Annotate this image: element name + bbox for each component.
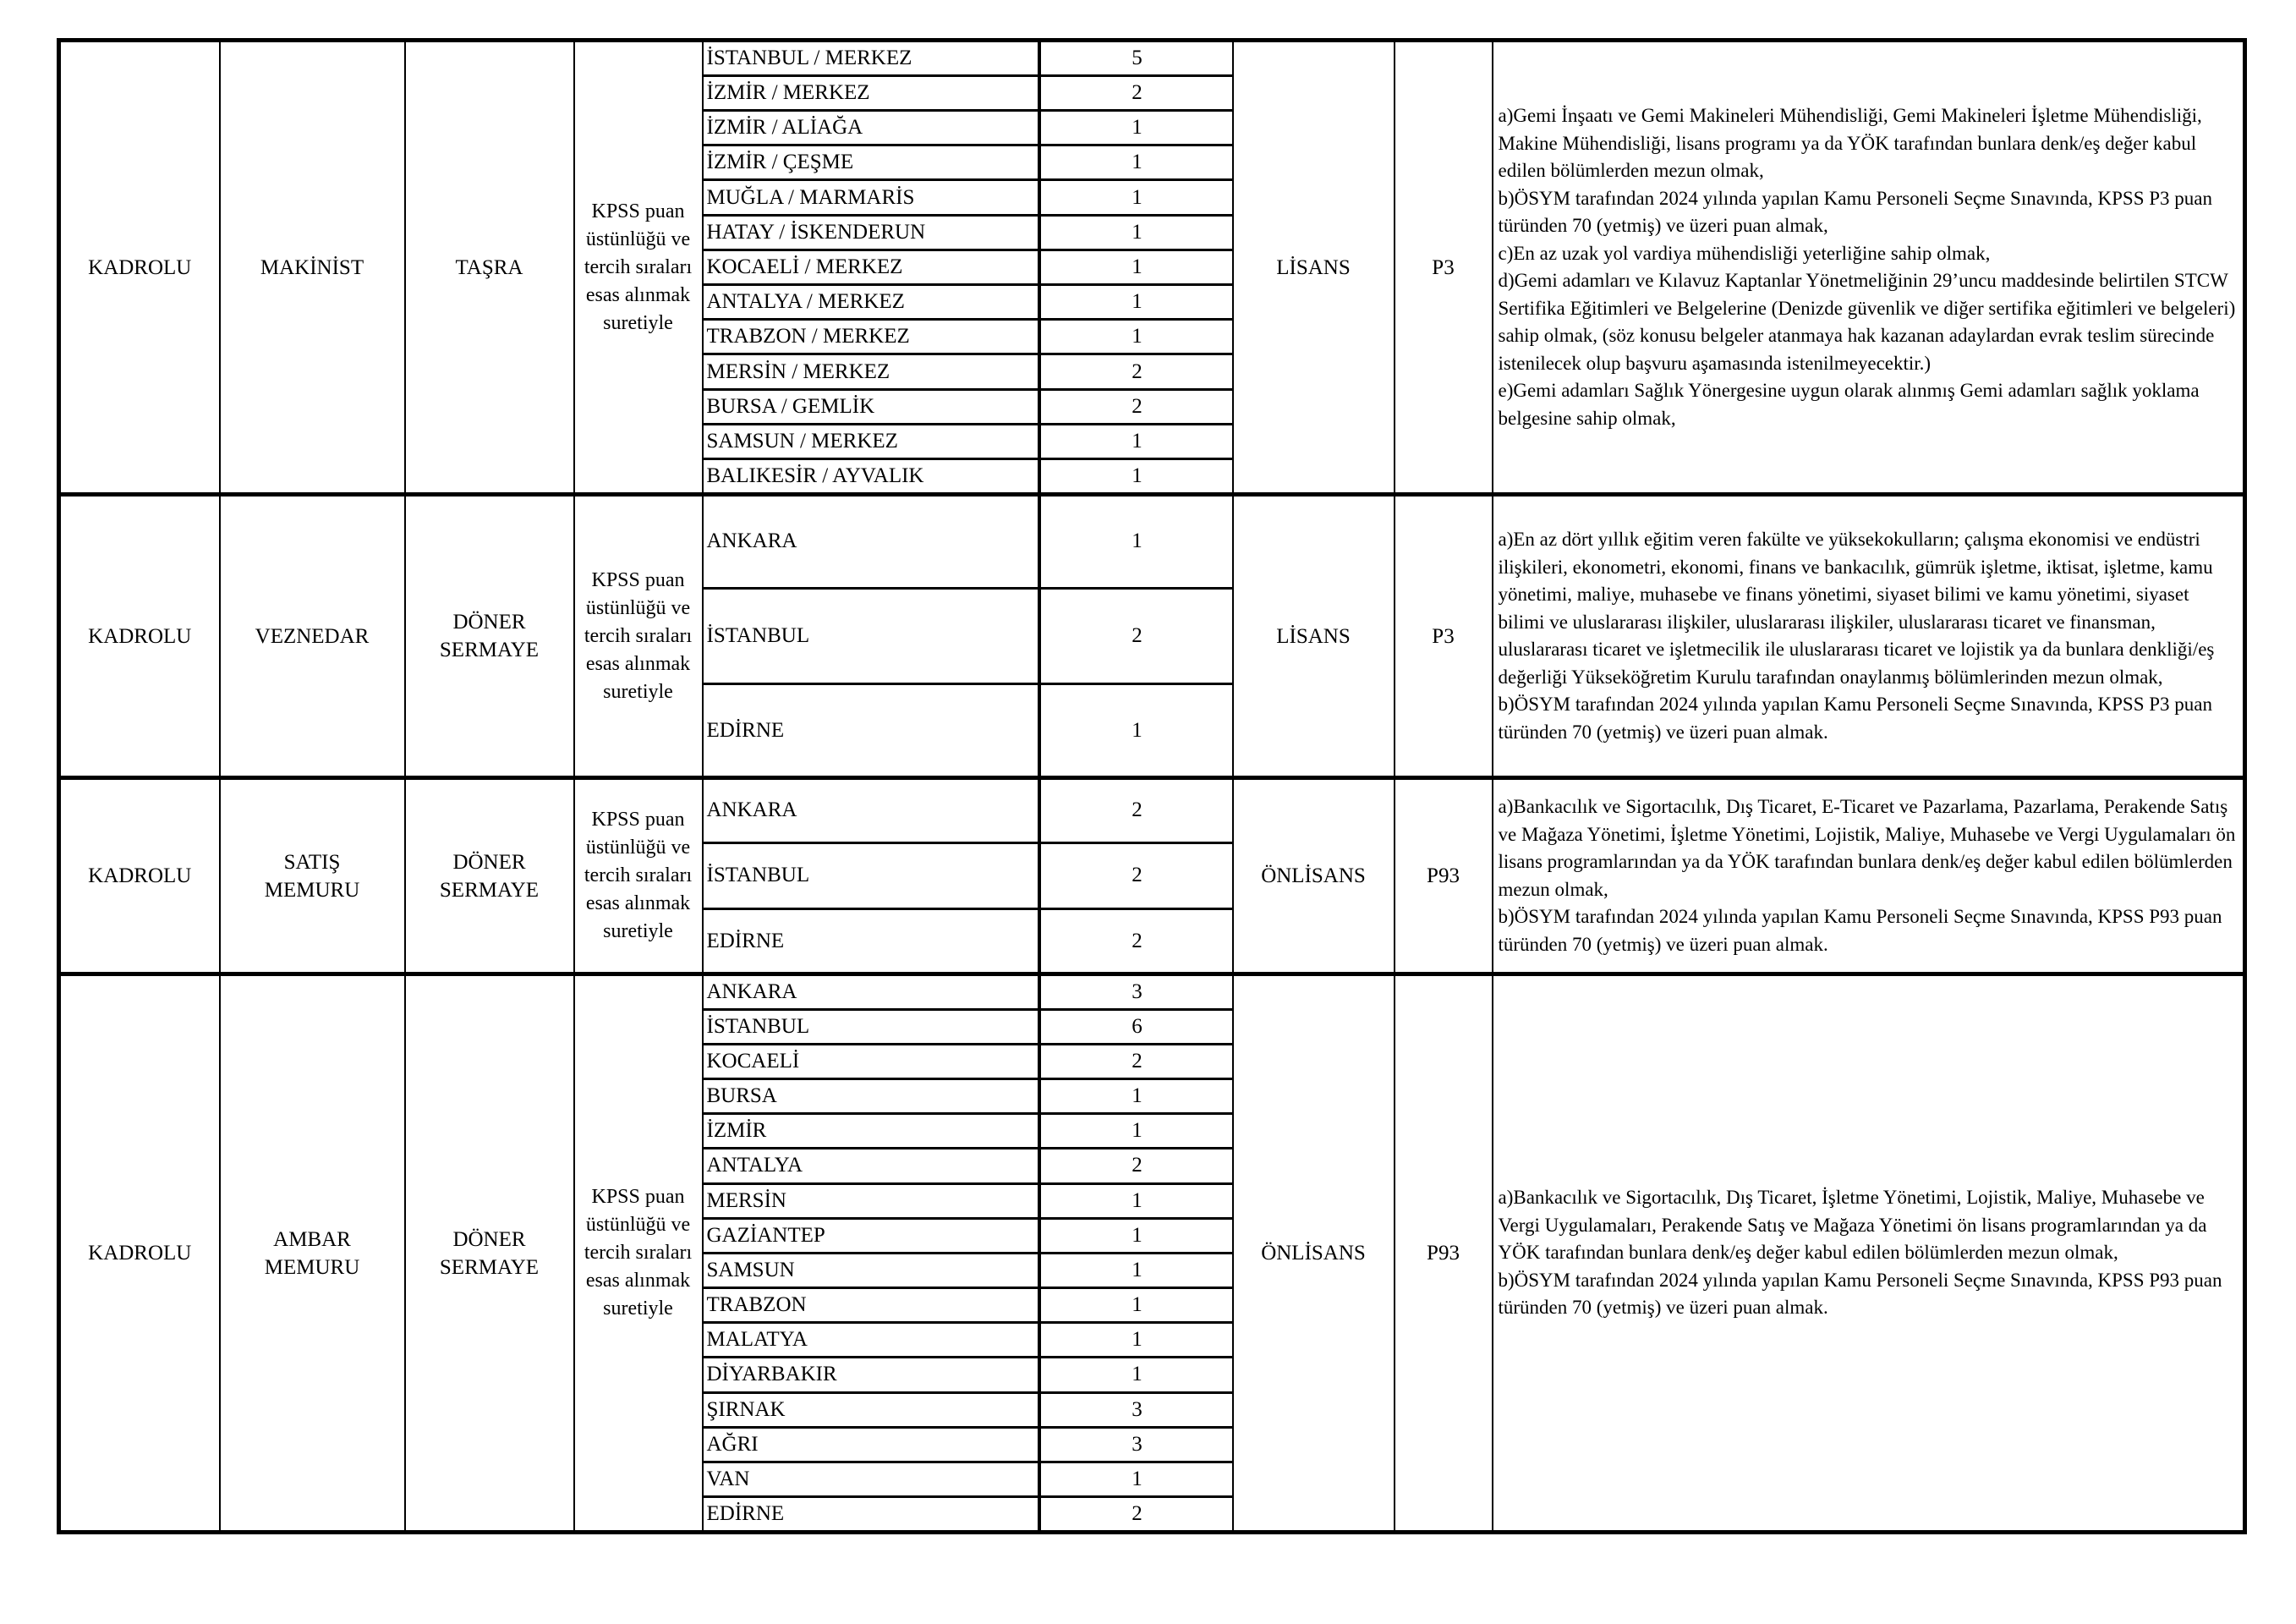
location-count: 2 [1039,1149,1234,1183]
location-count: 1 [1039,180,1234,215]
location-count: 1 [1132,464,1143,488]
score-type-cell: P3 [1395,495,1493,778]
requirement-item: a)En az dört yıllık eğitim veren fakülte ve yüksekokulların; çalışma ekonomisi ve endüstri ilişkileri, ekonometri, ekonomi, finans ve bankacılık, gümrük işletme, iktisat, işletme, kamu yönetimi, maliye, muhasebe ve finans yönetimi, siyaset bilimi ve kamu yönetimi, siyaset bilimi ve uluslararası ilişkiler, uluslararası ilişkiler, uluslararası ticaret ve finansman, uluslararası ticaret ve işletmecilik ile uluslararası ticaret ve lojistik ya da bunlara denkliği/eş değerliği Yükseköğretim Kurulu tarafından onaylanmış bölümlerinden mezun olmak, [1498,529,2215,688]
location-name: SAMSUN / MERKEZ [704,424,1039,458]
location-row [704,75,1234,110]
selection-method-line: tercih sıraları [584,624,693,647]
location-count: 1 [1039,1358,1234,1392]
unit-cell: DÖNER SERMAYE [405,778,574,974]
location-count: 2 [1039,389,1234,424]
requirement-item: b)ÖSYM tarafından 2024 yılında yapılan Kamu Personeli Seçme Sınavında, KPSS P93 puan türünden 70 (yetmiş) ve üzeri puan almak. [1498,1269,2222,1319]
location-name: İSTANBUL / MERKEZ [704,42,1039,75]
position-title-cell: VEZNEDAR [220,495,405,778]
location-count: 2 [1132,929,1143,952]
location-name: İZMİR / MERKEZ [704,75,1039,110]
location-row [704,1358,1234,1392]
location-count: 1 [1039,1079,1234,1114]
requirement-item: a)Bankacılık ve Sigortacılık, Dış Ticaret, E-Ticaret ve Pazarlama, Pazarlama, Perakende Satış ve Mağaza Yönetimi, İşletme Yönetimi, Lojistik, Maliye, Muhasebe ve Vergi Uygulamaları ön lisans programlarından ya da YÖK tarafından bunlara denk/eş değer kabul edilen bölümlerden mezun olmak, [1498,796,2236,900]
location-count: 1 [1039,424,1234,458]
location-row [704,780,1234,842]
score-type-cell: P93 [1395,778,1493,974]
location-name: İSTANBUL [704,588,1039,684]
location-count: 2 [1039,588,1234,684]
location-name: İZMİR / ÇEŞME [704,145,1039,180]
location-row [704,320,1234,354]
location-row [704,1497,1234,1530]
location-count: 2 [1039,842,1234,908]
location-name: GAZİANTEP [704,1218,1039,1253]
location-count: 5 [1039,42,1234,75]
requirement-item: a)Gemi İnşaatı ve Gemi Makineleri Mühendisliği, Gemi Makineleri İşletme Mühendisliği, Makine Mühendisliği, lisans programı ya da YÖK tarafından bunlara denk/eş değer kabul edilen bölümlerden mezun olmak, [1498,105,2202,181]
location-name: HATAY / İSKENDERUN [704,215,1039,250]
location-name: BURSA [704,1079,1039,1114]
employment-status-cell: KADROLU [59,974,220,1533]
location-row [704,180,1234,215]
location-count: 1 [1039,497,1234,588]
selection-method-line: tercih sıraları [584,1242,693,1264]
education-level-cell: LİSANS [1233,41,1395,495]
requirement-item: d)Gemi adamları ve Kılavuz Kaptanlar Yönetmeliğinin 29’uncu maddesinde belirtilen STCW Sertifika Eğitimleri ve Belgelerine (Denizde güvenlik ve diğer sertifika eğitimleri ve belgeleri) sahip olmak, (söz konusu belgeler atanmaya hak kazanan adaylardan evrak teslim sürecinde istenilecek olup başvuru aşamasında istenilmeyecektir.) [1498,270,2236,374]
locations-cell [703,778,1233,974]
location-count: 1 [1039,1253,1234,1287]
selection-method-line: tercih sıraları [584,864,693,886]
position-title-cell: SATIŞ MEMURU [220,778,405,974]
location-name: TRABZON [704,1288,1039,1323]
location-row [704,1044,1234,1078]
requirements-cell [1493,41,2245,495]
locations-cell [703,41,1233,495]
location-count: 1 [1039,320,1234,354]
requirement-item: c)En az uzak yol vardiya mühendisliği yeterliğine sahip olmak, [1498,242,1991,264]
location-count: 1 [1039,1183,1234,1218]
selection-method-cell [574,41,703,495]
location-count: 1 [1039,1288,1234,1323]
score-type-cell: P3 [1395,41,1493,495]
position-row [59,495,2245,778]
selection-method-line: suretiyle [603,1298,673,1320]
unit-cell: DÖNER SERMAYE [405,974,574,1533]
location-row [704,389,1234,424]
location-name: ANKARA [704,780,1039,842]
selection-method-line: üstünlüğü ve [585,596,691,619]
selection-method-cell [574,778,703,974]
location-name: ANTALYA [704,1149,1039,1183]
location-row [704,1427,1234,1462]
location-name: ŞIRNAK [704,1392,1039,1427]
position-row [59,974,2245,1533]
selection-method-line: üstünlüğü ve [585,1214,691,1236]
location-row [704,110,1234,145]
location-name: TRABZON / MERKEZ [704,320,1039,354]
location-name: MERSİN [704,1183,1039,1218]
requirement-item: b)ÖSYM tarafından 2024 yılında yapılan Kamu Personeli Seçme Sınavında, KPSS P3 puan türünden 70 (yetmiş) ve üzeri puan almak, [1498,187,2213,236]
selection-method-line: esas alınmak [585,892,691,914]
location-count: 3 [1039,976,1234,1009]
selection-method-line: üstünlüğü ve [585,228,691,250]
location-name: BURSA / GEMLİK [704,389,1039,424]
locations-table [704,497,1234,776]
employment-status-cell: KADROLU [59,778,220,974]
location-row [704,1114,1234,1149]
location-name: VAN [704,1462,1039,1496]
location-count: 1 [1039,1218,1234,1253]
location-name: DİYARBAKIR [704,1358,1039,1392]
requirements-cell [1493,778,2245,974]
locations-table [704,780,1234,972]
location-count: 1 [1039,1462,1234,1496]
location-row [704,976,1234,1009]
location-name: MERSİN / MERKEZ [704,354,1039,389]
selection-method-line: suretiyle [603,920,673,942]
location-row [704,1009,1234,1044]
selection-method-line: suretiyle [603,311,673,334]
selection-method-line: tercih sıraları [584,255,693,278]
location-row [704,909,1234,972]
education-level-cell: ÖNLİSANS [1233,974,1395,1533]
location-name: ANKARA [704,976,1039,1009]
location-row [704,588,1234,684]
requirement-item: e)Gemi adamları Sağlık Yönergesine uygun olarak alınmış Gemi adamları sağlık yoklama belgesine sahip olmak, [1498,380,2200,429]
location-name: EDİRNE [704,909,1039,972]
selection-method-cell [574,495,703,778]
location-name: EDİRNE [704,684,1039,776]
locations-cell [703,974,1233,1533]
selection-method-line: üstünlüğü ve [585,837,691,859]
location-row [704,1392,1234,1427]
selection-method-line: KPSS puan [591,1186,685,1208]
employment-status-cell: KADROLU [59,495,220,778]
location-count: 1 [1132,718,1143,742]
education-level-cell: ÖNLİSANS [1233,778,1395,974]
location-row [704,1288,1234,1323]
location-count: 1 [1039,285,1234,320]
requirement-item: a)Bankacılık ve Sigortacılık, Dış Ticaret, İşletme Yönetimi, Lojistik, Maliye, Muhasebe ve Vergi Uygulamaları, Perakende Satış ve Mağaza Yönetimi ön lisans programlarından ya da YÖK tarafından bunlara denk/eş değer kabul edilen bölümlerden mezun olmak, [1498,1187,2207,1264]
requirement-item: b)ÖSYM tarafından 2024 yılında yapılan Kamu Personeli Seçme Sınavında, KPSS P3 puan türünden 70 (yetmiş) ve üzeri puan almak. [1498,694,2213,743]
location-name: İZMİR / ALİAĞA [704,110,1039,145]
location-row [704,145,1234,180]
location-name: KOCAELİ [704,1044,1039,1078]
location-row [704,1183,1234,1218]
requirements-cell [1493,495,2245,778]
selection-method-line: esas alınmak [585,283,691,306]
location-row [704,1149,1234,1183]
location-count: 6 [1039,1009,1234,1044]
location-row [704,1079,1234,1114]
selection-method-line: esas alınmak [585,652,691,675]
unit-cell: TAŞRA [405,41,574,495]
selection-method-line: KPSS puan [591,568,685,591]
location-row [704,459,1234,492]
selection-method-cell [574,974,703,1533]
location-name: MUĞLA / MARMARİS [704,180,1039,215]
location-count: 1 [1039,110,1234,145]
positions-table [57,38,2247,1534]
selection-method-line: KPSS puan [591,200,685,222]
location-row [704,250,1234,284]
location-row [704,285,1234,320]
location-name: İZMİR [704,1114,1039,1149]
employment-status-cell: KADROLU [59,41,220,495]
location-count: 1 [1039,215,1234,250]
location-count: 3 [1039,1427,1234,1462]
location-row [704,215,1234,250]
location-row [704,42,1234,75]
location-row [704,1462,1234,1496]
position-row [59,778,2245,974]
location-count: 1 [1039,1323,1234,1358]
location-name: MALATYA [704,1323,1039,1358]
position-title-cell: MAKİNİST [220,41,405,495]
location-row [704,497,1234,588]
location-count: 1 [1039,250,1234,284]
location-name: İSTANBUL [704,1009,1039,1044]
selection-method-line: suretiyle [603,680,673,703]
locations-cell [703,495,1233,778]
requirements-cell [1493,974,2245,1533]
location-count: 2 [1039,354,1234,389]
location-count: 1 [1039,1114,1234,1149]
location-name: İSTANBUL [704,842,1039,908]
location-name: KOCAELİ / MERKEZ [704,250,1039,284]
location-count: 2 [1132,1502,1143,1526]
location-name: ANKARA [704,497,1039,588]
position-row [59,41,2245,495]
location-row [704,1323,1234,1358]
locations-table [704,42,1234,492]
location-count: 3 [1039,1392,1234,1427]
location-count: 1 [1039,145,1234,180]
location-name: SAMSUN [704,1253,1039,1287]
location-count: 2 [1039,780,1234,842]
location-row [704,424,1234,458]
location-row [704,1218,1234,1253]
location-row [704,842,1234,908]
location-name: BALIKESİR / AYVALIK [704,459,1039,492]
unit-cell: DÖNER SERMAYE [405,495,574,778]
education-level-cell: LİSANS [1233,495,1395,778]
location-row [704,1253,1234,1287]
selection-method-line: esas alınmak [585,1270,691,1292]
location-row [704,354,1234,389]
location-name: EDİRNE [704,1497,1039,1530]
requirement-item: b)ÖSYM tarafından 2024 yılında yapılan Kamu Personeli Seçme Sınavında, KPSS P93 puan türünden 70 (yetmiş) ve üzeri puan almak. [1498,906,2222,955]
position-title-cell: AMBAR MEMURU [220,974,405,1533]
score-type-cell: P93 [1395,974,1493,1533]
location-name: ANTALYA / MERKEZ [704,285,1039,320]
location-count: 2 [1039,75,1234,110]
locations-table [704,976,1234,1530]
location-name: AĞRI [704,1427,1039,1462]
selection-method-line: KPSS puan [591,809,685,831]
positions-table-container [57,38,2243,1527]
location-row [704,684,1234,776]
location-count: 2 [1039,1044,1234,1078]
